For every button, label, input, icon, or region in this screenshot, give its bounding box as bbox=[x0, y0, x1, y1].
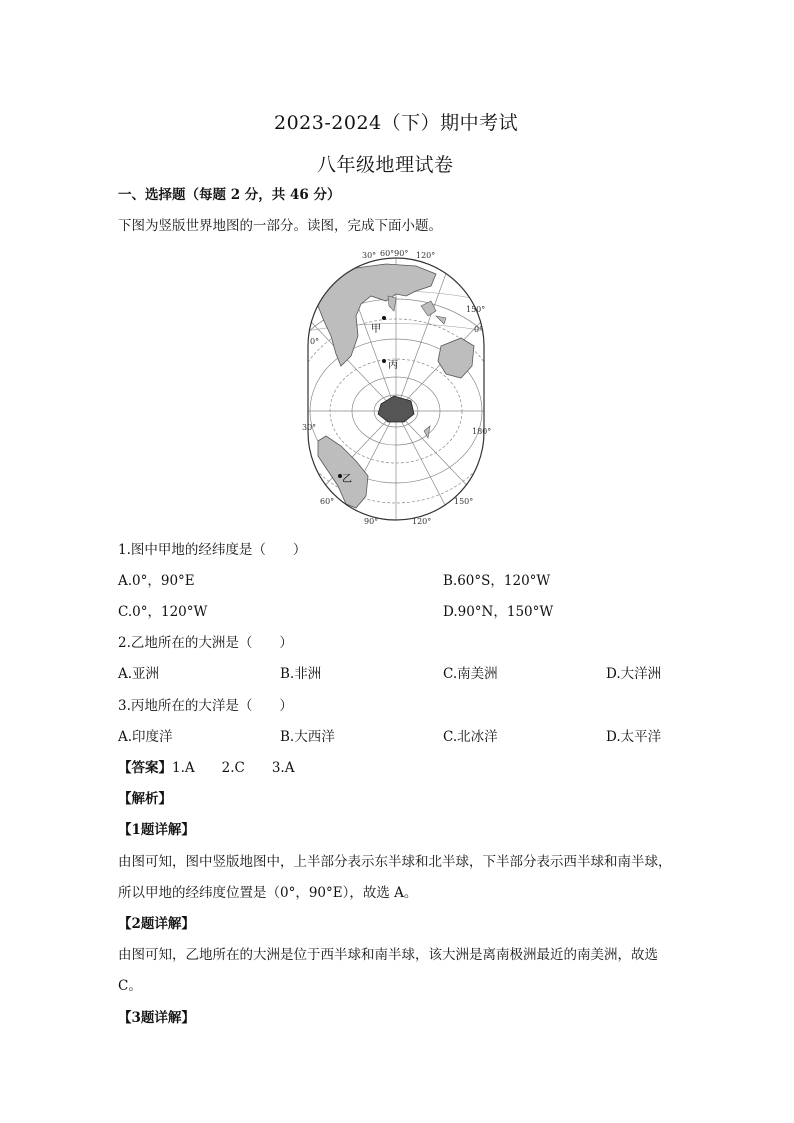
q1-detail-line-2: 所以甲地的经纬度位置是（0°，90°E），故选 A。 bbox=[118, 885, 418, 901]
q2-option-c: C.南美洲 bbox=[443, 666, 498, 682]
label-bing: 丙 bbox=[388, 360, 398, 371]
label-top-60-90: 60°90° bbox=[380, 249, 409, 258]
question-1-stem: 1.图中甲地的经纬度是（ ） bbox=[118, 542, 307, 558]
point-jia bbox=[382, 316, 386, 320]
q2-option-b: B.非洲 bbox=[280, 666, 322, 682]
world-map-figure bbox=[296, 246, 496, 526]
page-title: 2023-2024（下）期中考试 bbox=[274, 112, 519, 134]
section-heading: 一、选择题（每题 2 分，共 46 分） bbox=[118, 187, 341, 203]
q3-detail-heading: 【3题详解】 bbox=[118, 1010, 195, 1026]
answer-line bbox=[118, 758, 294, 778]
q1-option-c: C.0°，120°W bbox=[118, 604, 208, 620]
label-right-0: 0° bbox=[474, 325, 484, 334]
q1-detail-line-1: 由图可知，图中竖版地图中，上半部分表示东半球和北半球，下半部分表示西半球和南半球， bbox=[118, 854, 672, 870]
analysis-label: 【解析】 bbox=[118, 791, 172, 807]
label-right-150: 150° bbox=[466, 305, 486, 314]
label-top-30: 30° bbox=[362, 251, 377, 260]
label-yi: 乙 bbox=[342, 474, 352, 485]
label-jia: 甲 bbox=[371, 324, 381, 335]
q1-option-d: D.90°N，150°W bbox=[443, 604, 554, 620]
label-top-120: 120° bbox=[416, 251, 436, 260]
q2-detail-line-1: 由图可知，乙地所在的大洲是位于西半球和南半球，该大洲是离南极洲最近的南美洲，故选 bbox=[118, 947, 658, 963]
q1-option-a: A.0°，90°E bbox=[118, 573, 195, 589]
q1-detail-heading: 【1题详解】 bbox=[118, 822, 195, 838]
page-subtitle: 八年级地理试卷 bbox=[317, 154, 454, 176]
label-bottom-150: 150° bbox=[454, 497, 474, 506]
label-bottom-120: 120° bbox=[412, 517, 432, 526]
q3-option-d: D.太平洋 bbox=[606, 729, 662, 745]
label-left-0: 0° bbox=[310, 337, 320, 346]
q1-option-b: B.60°S，120°W bbox=[443, 573, 551, 589]
label-bottom-90: 90° bbox=[364, 517, 379, 526]
q2-detail-heading: 【2题详解】 bbox=[118, 916, 195, 932]
label-bottom-60: 60° bbox=[320, 497, 335, 506]
q3-option-b: B.大西洋 bbox=[280, 729, 335, 745]
q2-option-a: A.亚洲 bbox=[118, 666, 160, 682]
q2-detail-line-2: C。 bbox=[118, 978, 142, 994]
label-right-180: 180° bbox=[472, 427, 492, 436]
section-intro: 下图为竖版世界地图的一部分。读图，完成下面小题。 bbox=[118, 218, 442, 234]
point-bing bbox=[382, 359, 386, 363]
label-left-30: 30° bbox=[302, 423, 317, 432]
q3-option-c: C.北冰洋 bbox=[443, 729, 498, 745]
question-3-stem: 3.丙地所在的大洋是（ ） bbox=[118, 698, 293, 714]
answer-text: 1.A 2.C 3.A bbox=[172, 760, 295, 776]
answer-label: 【答案】 bbox=[118, 760, 172, 776]
q3-option-a: A.印度洋 bbox=[118, 729, 173, 745]
q2-option-d: D.大洋洲 bbox=[606, 666, 662, 682]
map-svg bbox=[296, 246, 496, 526]
question-2-stem: 2.乙地所在的大洲是（ ） bbox=[118, 635, 293, 651]
